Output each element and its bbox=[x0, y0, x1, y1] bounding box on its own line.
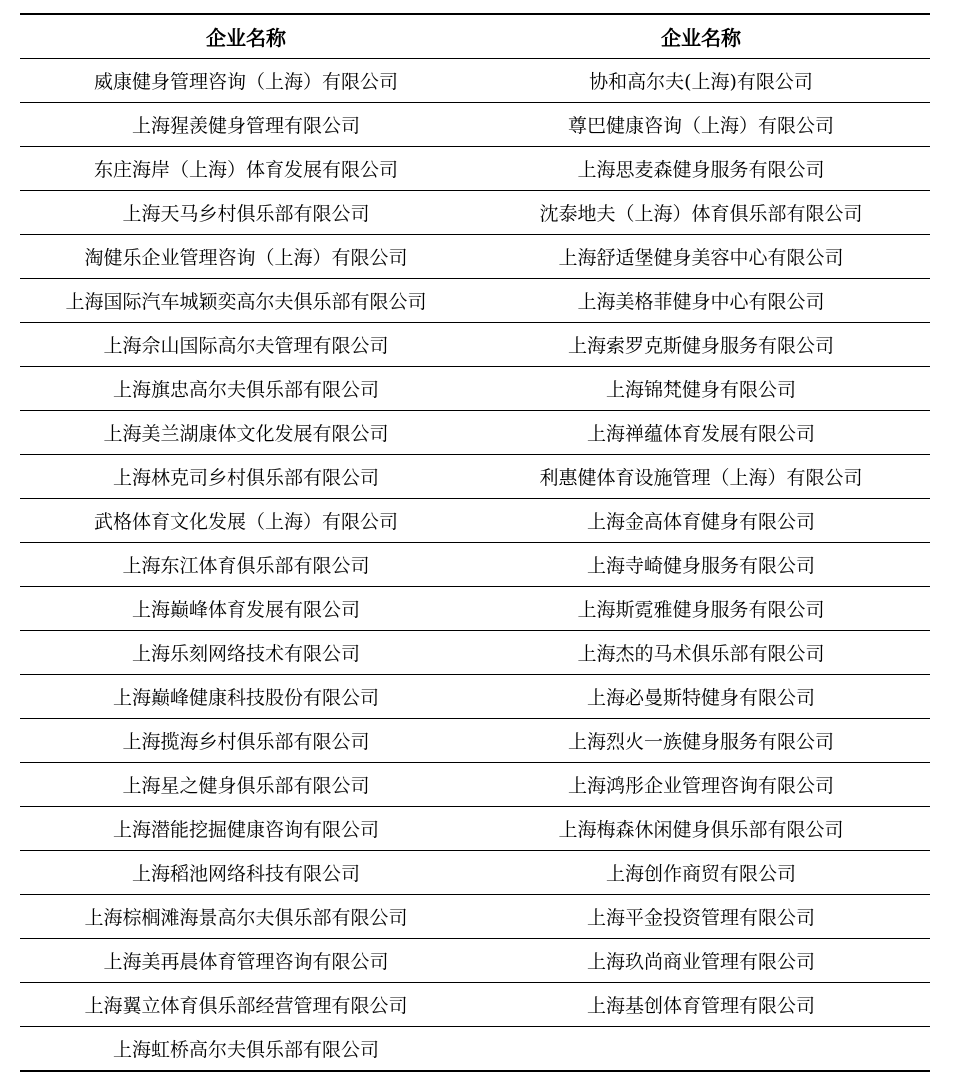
company-name-left: 上海旗忠高尔夫俱乐部有限公司 bbox=[20, 367, 472, 411]
company-name-right: 上海美格菲健身中心有限公司 bbox=[472, 279, 930, 323]
table-row bbox=[20, 367, 930, 411]
company-name-left: 上海巅峰体育发展有限公司 bbox=[20, 587, 472, 631]
table-row bbox=[20, 147, 930, 191]
company-name-left: 上海美再晨体育管理咨询有限公司 bbox=[20, 939, 472, 983]
table-row bbox=[20, 587, 930, 631]
company-name-right: 上海寺崎健身服务有限公司 bbox=[472, 543, 930, 587]
company-name-right: 上海思麦森健身服务有限公司 bbox=[472, 147, 930, 191]
company-name-right: 上海玖尚商业管理有限公司 bbox=[472, 939, 930, 983]
header-company-name-left: 企业名称 bbox=[20, 14, 472, 59]
company-name-left: 武格体育文化发展（上海）有限公司 bbox=[20, 499, 472, 543]
company-name-right: 上海烈火一族健身服务有限公司 bbox=[472, 719, 930, 763]
company-name-left: 上海巅峰健康科技股份有限公司 bbox=[20, 675, 472, 719]
company-name-left: 上海稻池网络科技有限公司 bbox=[20, 851, 472, 895]
table-row bbox=[20, 543, 930, 587]
company-name-right: 上海索罗克斯健身服务有限公司 bbox=[472, 323, 930, 367]
table-row bbox=[20, 983, 930, 1027]
table-row bbox=[20, 235, 930, 279]
table-row bbox=[20, 939, 930, 983]
company-name-right: 上海锦梵健身有限公司 bbox=[472, 367, 930, 411]
company-name-right: 协和高尔夫(上海)有限公司 bbox=[472, 59, 930, 103]
company-name-left: 上海星之健身俱乐部有限公司 bbox=[20, 763, 472, 807]
company-name-left: 上海东江体育俱乐部有限公司 bbox=[20, 543, 472, 587]
company-name-left: 上海乐刻网络技术有限公司 bbox=[20, 631, 472, 675]
company-name-left: 上海揽海乡村俱乐部有限公司 bbox=[20, 719, 472, 763]
company-name-right: 上海鸿彤企业管理咨询有限公司 bbox=[472, 763, 930, 807]
company-name-right: 上海平金投资管理有限公司 bbox=[472, 895, 930, 939]
company-name-left: 上海猩羡健身管理有限公司 bbox=[20, 103, 472, 147]
table-row bbox=[20, 455, 930, 499]
company-name-left: 上海潜能挖掘健康咨询有限公司 bbox=[20, 807, 472, 851]
company-name-right: 沈泰地夫（上海）体育俱乐部有限公司 bbox=[472, 191, 930, 235]
company-name-left: 东庄海岸（上海）体育发展有限公司 bbox=[20, 147, 472, 191]
company-name-right: 上海禅蕴体育发展有限公司 bbox=[472, 411, 930, 455]
table-body bbox=[20, 59, 930, 1072]
company-name-left: 上海国际汽车城颖奕高尔夫俱乐部有限公司 bbox=[20, 279, 472, 323]
table-row bbox=[20, 763, 930, 807]
table-row bbox=[20, 895, 930, 939]
company-name-left: 上海翼立体育俱乐部经营管理有限公司 bbox=[20, 983, 472, 1027]
company-name-left: 上海天马乡村俱乐部有限公司 bbox=[20, 191, 472, 235]
table-row bbox=[20, 103, 930, 147]
company-name-right: 上海创作商贸有限公司 bbox=[472, 851, 930, 895]
company-name-left: 上海佘山国际高尔夫管理有限公司 bbox=[20, 323, 472, 367]
company-name-right: 上海梅森休闲健身俱乐部有限公司 bbox=[472, 807, 930, 851]
table-row bbox=[20, 59, 930, 103]
table-row bbox=[20, 279, 930, 323]
company-name-right bbox=[472, 1027, 930, 1072]
company-name-left: 上海林克司乡村俱乐部有限公司 bbox=[20, 455, 472, 499]
company-name-right: 上海杰的马术俱乐部有限公司 bbox=[472, 631, 930, 675]
company-name-left: 威康健身管理咨询（上海）有限公司 bbox=[20, 59, 472, 103]
table-row bbox=[20, 191, 930, 235]
company-name-left: 上海美兰湖康体文化发展有限公司 bbox=[20, 411, 472, 455]
company-name-right: 上海基创体育管理有限公司 bbox=[472, 983, 930, 1027]
company-name-left: 上海虹桥高尔夫俱乐部有限公司 bbox=[20, 1027, 472, 1072]
table-row bbox=[20, 499, 930, 543]
company-name-left: 淘健乐企业管理咨询（上海）有限公司 bbox=[20, 235, 472, 279]
company-name-right: 上海舒适堡健身美容中心有限公司 bbox=[472, 235, 930, 279]
table-row bbox=[20, 1027, 930, 1072]
company-table bbox=[20, 13, 930, 1072]
header-row bbox=[20, 14, 930, 59]
company-name-left: 上海棕榈滩海景高尔夫俱乐部有限公司 bbox=[20, 895, 472, 939]
table-row bbox=[20, 675, 930, 719]
header-company-name-right: 企业名称 bbox=[472, 14, 930, 59]
table-row bbox=[20, 411, 930, 455]
table-row bbox=[20, 851, 930, 895]
table-row bbox=[20, 719, 930, 763]
table-row bbox=[20, 631, 930, 675]
company-name-right: 上海必曼斯特健身有限公司 bbox=[472, 675, 930, 719]
company-name-right: 上海金高体育健身有限公司 bbox=[472, 499, 930, 543]
table-row bbox=[20, 323, 930, 367]
company-name-right: 利惠健体育设施管理（上海）有限公司 bbox=[472, 455, 930, 499]
company-name-right: 尊巴健康咨询（上海）有限公司 bbox=[472, 103, 930, 147]
company-name-right: 上海斯霓雅健身服务有限公司 bbox=[472, 587, 930, 631]
table-row bbox=[20, 807, 930, 851]
